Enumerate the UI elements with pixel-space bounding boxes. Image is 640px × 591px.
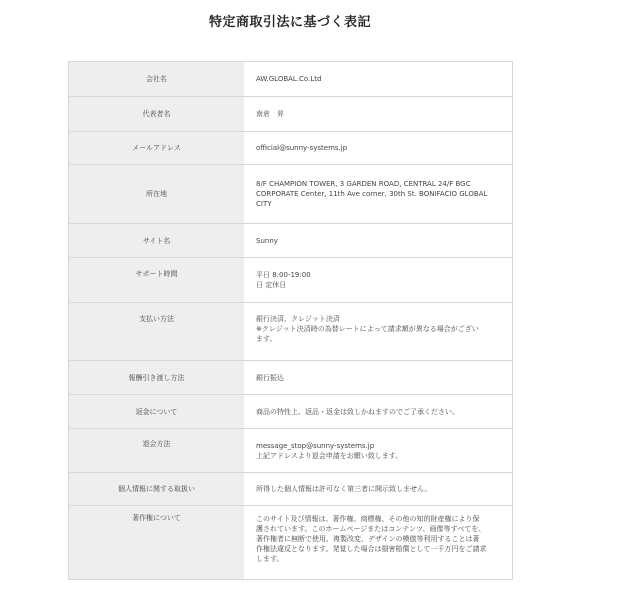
value-line: Sunny: [256, 236, 278, 245]
row-label: 所在地: [68, 165, 244, 223]
row-label: 報酬引き渡し方法: [68, 361, 244, 394]
row-value: [244, 395, 513, 428]
row-label: 会社名: [68, 62, 244, 96]
row-label: サポート時間: [68, 258, 244, 302]
row-value: [244, 473, 513, 505]
row-value: [244, 303, 513, 360]
row-value: [244, 62, 513, 96]
row-value: [244, 97, 513, 131]
row-label: 返金について: [68, 395, 244, 428]
value-line: 所得した個人情報は許可なく第三者に開示致しません。: [256, 485, 432, 493]
value-line: 平日 8:00-19:00: [256, 271, 311, 279]
table-row-withdrawal: [68, 429, 513, 473]
value-line: 銀行振込: [256, 373, 284, 382]
row-label: 個人情報に関する取扱い: [68, 473, 244, 505]
row-value: [244, 165, 513, 223]
row-value: [244, 429, 513, 472]
legal-info-table: [68, 61, 513, 580]
row-label: 代表者名: [68, 97, 244, 131]
row-value: [244, 224, 513, 257]
value-line: 護されています。このホームページまたはコンテンツ、画像等すべてを、: [256, 525, 486, 533]
value-line: CORPORATE Center, 11th Ave corner, 30th St. BONIFACIO GLOBAL: [256, 190, 488, 198]
row-label: 著作権について: [68, 506, 244, 579]
table-row-copyright: [68, 506, 513, 580]
table-row-address: [68, 165, 513, 224]
row-label: サイト名: [68, 224, 244, 257]
table-row-representative: [68, 97, 513, 132]
email-address: message_stop@sunny-systems.jp: [256, 441, 375, 450]
row-label: 支払い方法: [68, 303, 244, 360]
table-row-payment: [68, 303, 513, 361]
row-label: 退会方法: [68, 429, 244, 472]
value-line: 商品の特性上、返品・返金は致しかねますのでご了承ください。: [256, 407, 459, 416]
value-line: 南倉 昇: [256, 110, 284, 118]
value-line: 8/F CHAMPION TOWER, 3 GARDEN ROAD, CENTRAL 24/F BGC: [256, 180, 471, 188]
value-line: AW.GLOBAL.Co.Ltd: [256, 75, 322, 83]
value-line: します。: [256, 555, 284, 563]
row-label: メールアドレス: [68, 132, 244, 164]
value-line: ※クレジット決済時の為替レートによって請求額が異なる場合がござい: [256, 325, 479, 333]
row-value: [244, 132, 513, 164]
value-line: CITY: [256, 200, 272, 208]
table-row-refund: [68, 395, 513, 429]
table-row-email: [68, 132, 513, 165]
email-address: official@sunny-systems.jp: [256, 144, 348, 152]
row-value: [244, 361, 513, 394]
page-title: 特定商取引法に基づく表記: [208, 15, 371, 30]
table-row-payout: [68, 361, 513, 395]
value-line: 著作権者に無断で使用、複製改変、デザインの模倣等利用することは著: [256, 535, 480, 543]
value-line: 上記アドレスより退会申請をお願い致します。: [256, 451, 403, 460]
value-line: 日 定休日: [256, 281, 287, 289]
row-value: [244, 506, 513, 579]
value-line: 銀行決済、クレジット決済: [256, 315, 340, 323]
value-line: 作権法違反となります。発覚した場合は損害賠償として一千万円をご請求: [256, 545, 487, 553]
value-line: ます。: [256, 335, 277, 343]
table-row-privacy: [68, 473, 513, 506]
value-line: このサイト及び情報は、著作権、商標権、その他の知的財産権により保: [256, 515, 480, 523]
row-value: [244, 258, 513, 302]
table-row-company: [68, 62, 513, 97]
table-row-site-name: [68, 224, 513, 258]
table-row-support-hours: [68, 258, 513, 303]
